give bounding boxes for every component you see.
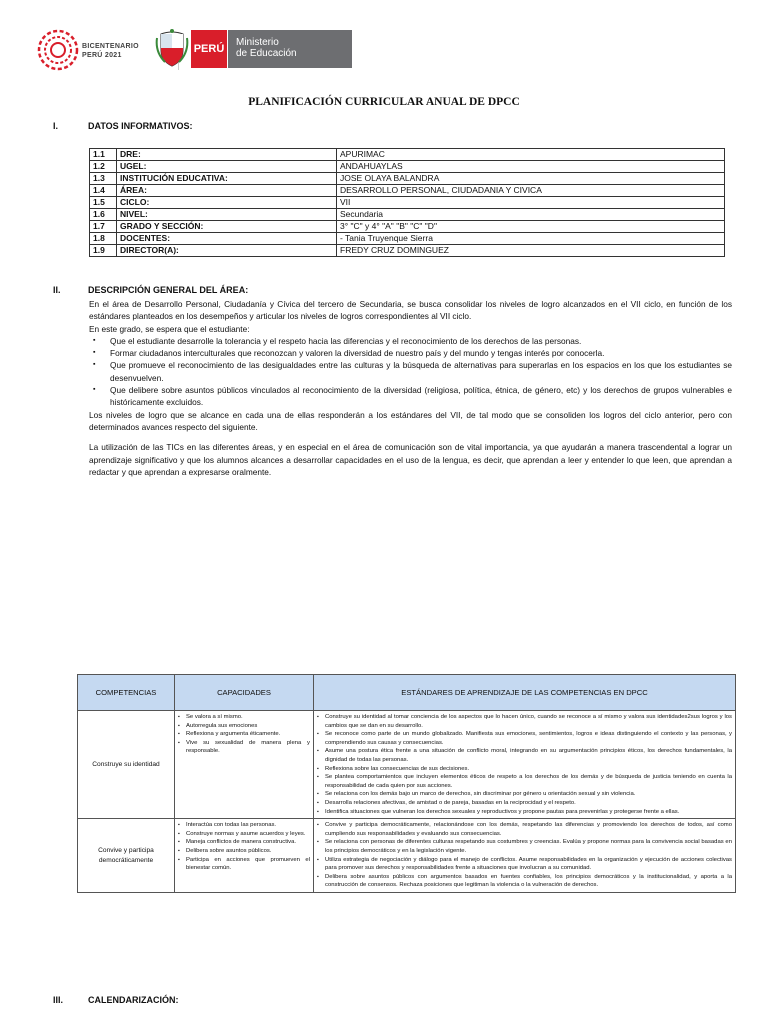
info-label: NIVEL: bbox=[117, 209, 337, 221]
capacidad-item: ▪ Delibera sobre asuntos públicos. bbox=[178, 847, 310, 856]
info-number: 1.3 bbox=[90, 173, 117, 185]
estandar-item: ▪ Identifica situaciones que vulneran los derechos sexuales y reproductivos y propone pautas para prevenirlas y protegerse frente a ellas. bbox=[317, 808, 732, 817]
capacidad-item: ▪ Maneja conflictos de manera constructiva. bbox=[178, 838, 310, 847]
info-label: GRADO Y SECCIÓN: bbox=[117, 221, 337, 233]
info-number: 1.2 bbox=[90, 161, 117, 173]
estandar-item: ▪ Construye su identidad al tomar conciencia de los aspectos que lo hacen único, cuando se reconoce a sí mismo y valora sus identidades2sus logros y los cambios que se dan en su desarrollo. bbox=[317, 713, 732, 730]
capacidades-cell bbox=[175, 711, 314, 819]
estandar-item: ▪ Se reconoce como parte de un mundo globalizado. Manifiesta sus emociones, sentimientos, logros e ideas distinguiendo el contexto y las personas, y comprendiendo sus causas y consecuencias. bbox=[317, 730, 732, 747]
competencias-table bbox=[77, 674, 736, 893]
info-value: FREDY CRUZ DOMINGUEZ bbox=[337, 245, 725, 257]
info-label: DIRECTOR(A): bbox=[117, 245, 337, 257]
expectation-item: ▪ Formar ciudadanos interculturales que reconozcan y valoren la diversidad de nuestro país y del mundo y tengas interés por conocerla. bbox=[89, 347, 732, 359]
capacidad-item: ▪ Construye normas y asume acuerdos y leyes. bbox=[178, 830, 310, 839]
description-paragraph-2: En este grado, se espera que el estudiante: bbox=[89, 323, 250, 334]
info-row bbox=[90, 209, 725, 221]
info-number: 1.9 bbox=[90, 245, 117, 257]
estandar-item: ▪ Asume una postura ética frente a una situación de conflicto moral, integrando en su argumentación principios éticos, los derechos fundamentales, la dignidad de todas las personas. bbox=[317, 747, 732, 764]
estandar-item: ▪ Delibera sobre asuntos públicos con argumentos basados en fuentes confiables, los principios democráticos y la institucionalidad, y aporta a la construcción de consensos. Rechaza posiciones que legitiman la violencia o la vulneración de derechos. bbox=[317, 873, 732, 890]
header-competencias: COMPETENCIAS bbox=[78, 675, 175, 711]
info-value: Secundaria bbox=[337, 209, 725, 221]
capacidades-cell bbox=[175, 819, 314, 893]
estandar-item: ▪ Reflexiona sobre las consecuencias de sus decisiones. bbox=[317, 765, 732, 774]
header-estandares: ESTÁNDARES DE APRENDIZAJE DE LAS COMPETENCIAS EN DPCC bbox=[314, 675, 736, 711]
capacidad-item: ▪ Interactúa con todas las personas. bbox=[178, 821, 310, 830]
section1-number: I. bbox=[53, 121, 59, 131]
info-number: 1.5 bbox=[90, 197, 117, 209]
description-paragraph-1: En el área de Desarrollo Personal, Ciudadanía y Cívica del tercero de Secundaria, se busca consolidar los niveles de logro alcanzados en el VII ciclo, en función de los estándares planteados en los desempeños y articular los niveles de logros correspondientes al VII ciclo. bbox=[89, 299, 732, 322]
ministry-line2: de Educación bbox=[236, 48, 297, 59]
expectation-item: ▪ Que promueve el reconocimiento de las desigualdades entre las culturas y la búsqueda de alternativas para superarlas en los espacios en los que los estudiantes se desenvuelven. bbox=[89, 359, 732, 384]
info-row bbox=[90, 197, 725, 209]
info-label: CICLO: bbox=[117, 197, 337, 209]
info-label: INSTITUCIÓN EDUCATIVA: bbox=[117, 173, 337, 185]
capacidad-item: ▪ Autorregula sus emociones bbox=[178, 722, 310, 731]
peru-label: PERÚ bbox=[191, 30, 227, 68]
info-value: ANDAHUAYLAS bbox=[337, 161, 725, 173]
ministry-label bbox=[228, 30, 352, 68]
competencia-name: Convive y participa democráticamente bbox=[78, 819, 175, 893]
info-row bbox=[90, 221, 725, 233]
info-row bbox=[90, 233, 725, 245]
section2-number: II. bbox=[53, 285, 61, 295]
info-label: DRE: bbox=[117, 149, 337, 161]
info-value: APURIMAC bbox=[337, 149, 725, 161]
document-title: PLANIFICACIÓN CURRICULAR ANUAL DE DPCC bbox=[248, 96, 520, 108]
capacidad-item: ▪ Reflexiona y argumenta éticamente. bbox=[178, 730, 310, 739]
info-number: 1.4 bbox=[90, 185, 117, 197]
estandar-item: ▪ Utiliza estrategia de negociación y diálogo para el manejo de conflictos. Asume responsabilidades en la organización y ejecución de acciones colectivas para promover sus derechos y responsabilidades frente a situaciones que involucran a su comunidad. bbox=[317, 856, 732, 873]
expectation-item: ▪ Que el estudiante desarrolle la tolerancia y el respeto hacia las diferencias y el reconocimiento de los derechos de las personas. bbox=[89, 335, 732, 347]
info-value: DESARROLLO PERSONAL, CIUDADANIA Y CIVICA bbox=[337, 185, 725, 197]
expectations-list bbox=[89, 335, 732, 409]
section3-title: CALENDARIZACIÓN: bbox=[88, 995, 179, 1005]
minedu-logo bbox=[155, 28, 352, 70]
capacidad-item: ▪ Se valora a sí mismo. bbox=[178, 713, 310, 722]
info-number: 1.6 bbox=[90, 209, 117, 221]
expectation-item: ▪ Que delibere sobre asuntos públicos vinculados al reconocimiento de la diversidad (religiosa, política, étnica, de género, etc) y los derechos de grupos vulnerables e históricamente excluidos. bbox=[89, 384, 732, 409]
capacidad-item: ▪ Vive su sexualidad de manera plena y responsable. bbox=[178, 739, 310, 756]
section1-title: DATOS INFORMATIVOS: bbox=[88, 121, 193, 131]
competencia-row bbox=[78, 819, 736, 893]
ministry-line1: Ministerio bbox=[236, 37, 279, 48]
bicentenario-line2: PERÚ 2021 bbox=[82, 52, 122, 59]
bicentenario-emblem-icon bbox=[36, 28, 80, 72]
header-capacidades: CAPACIDADES bbox=[175, 675, 314, 711]
info-number: 1.7 bbox=[90, 221, 117, 233]
info-value: VII bbox=[337, 197, 725, 209]
bicentenario-line1: BICENTENARIO bbox=[82, 43, 139, 50]
info-value: - Tania Truyenque Sierra bbox=[337, 233, 725, 245]
description-paragraph-4: La utilización de las TICs en las diferentes áreas, y en especial en el área de comunicación son de vital importancia, ya que ayudarán a manera trascendental a lograr un aprendizaje significativo y que los alumnos alcances a desarrollar capacidades en el uso de la lengua, es decir, que aprendan a leer y entender lo que leen, que aprendan a redactar y que aprendan a expresarse oralmente. bbox=[89, 442, 732, 477]
info-label: DOCENTES: bbox=[117, 233, 337, 245]
estandar-item: ▪ Se relaciona con los demás bajo un marco de derechos, sin discriminar por género u orientación sexual y sin violencia. bbox=[317, 790, 732, 799]
info-value: 3° "C" y 4° "A" "B" "C" "D" bbox=[337, 221, 725, 233]
section2-title: DESCRIPCIÓN GENERAL DEL ÁREA: bbox=[88, 285, 249, 295]
info-row bbox=[90, 161, 725, 173]
estandares-cell bbox=[314, 819, 736, 893]
info-value: JOSE OLAYA BALANDRA bbox=[337, 173, 725, 185]
info-label: ÁREA: bbox=[117, 185, 337, 197]
estandar-item: ▪ Se relaciona con personas de diferentes culturas respetando sus costumbres y creencias. Evalúa y propone normas para la convivencia social basadas en los principios democráticos y en la legislación vigente. bbox=[317, 838, 732, 855]
info-row bbox=[90, 185, 725, 197]
competencia-name: Construye su identidad bbox=[78, 711, 175, 819]
info-table bbox=[89, 148, 725, 257]
info-row bbox=[90, 149, 725, 161]
info-number: 1.1 bbox=[90, 149, 117, 161]
section3-number: III. bbox=[53, 995, 64, 1005]
section2-body bbox=[89, 298, 732, 478]
estandar-item: ▪ Convive y participa democráticamente, relacionándose con los demás, respetando las diferencias y promoviendo los derechos de todos, así como cumpliendo sus responsabilidades y evaluando sus consecuencias. bbox=[317, 821, 732, 838]
competencia-row bbox=[78, 711, 736, 819]
description-paragraph-3: Los niveles de logro que se alcance en cada una de ellas responderán a los estándares del VII, de tal modo que se consoliden los logros del ciclo anterior, pero con determinados avances respecto del siguiente. bbox=[89, 409, 732, 432]
estandar-item: ▪ Se plantea comportamientos que incluyen elementos éticos de respeto a los derechos de los demás y de búsqueda de justicia teniendo en cuenta la responsabilidad de cada quien por sus acciones. bbox=[317, 773, 732, 790]
info-row bbox=[90, 173, 725, 185]
estandares-cell bbox=[314, 711, 736, 819]
info-row bbox=[90, 245, 725, 257]
info-number: 1.8 bbox=[90, 233, 117, 245]
coat-of-arms-icon bbox=[155, 28, 189, 68]
info-label: UGEL: bbox=[117, 161, 337, 173]
estandar-item: ▪ Desarrolla relaciones afectivas, de amistad o de pareja, basadas en la reciprocidad y el respeto. bbox=[317, 799, 732, 808]
capacidad-item: ▪ Participa en acciones que promueven el bienestar común. bbox=[178, 856, 310, 873]
